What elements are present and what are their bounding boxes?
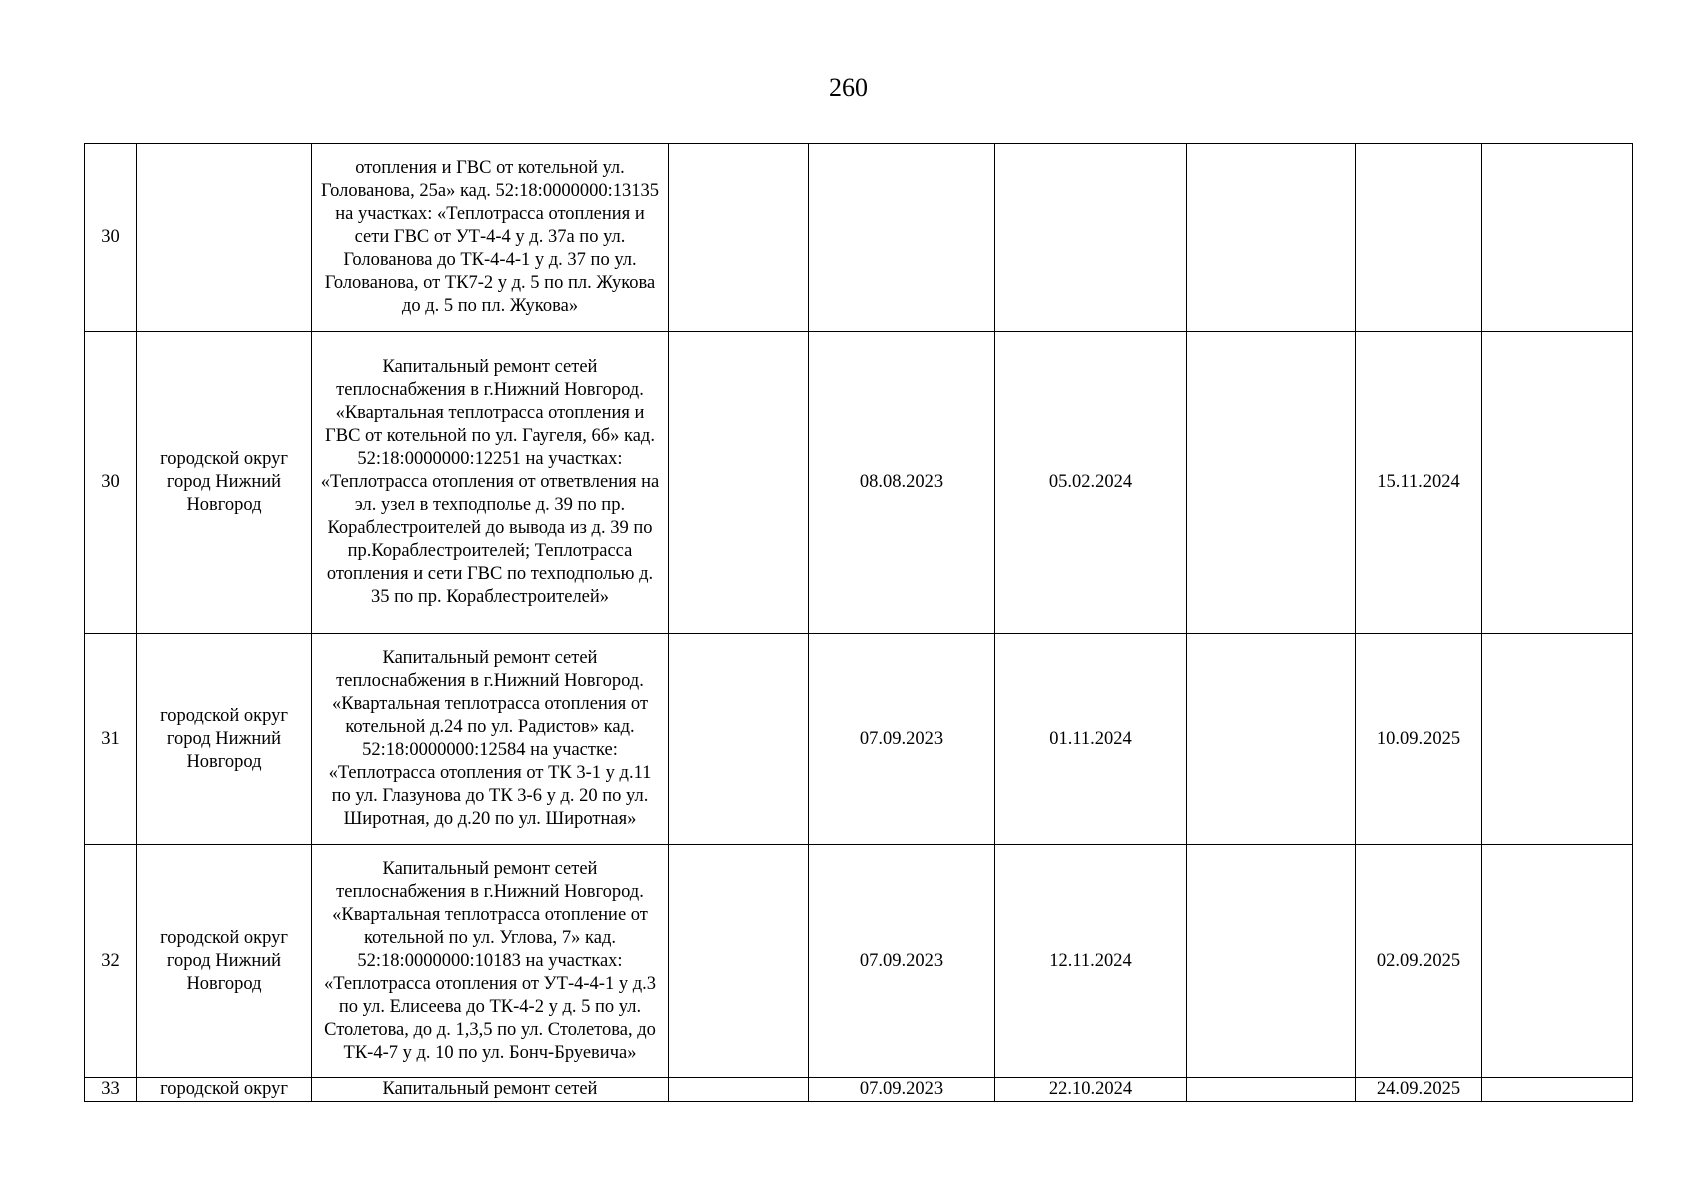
empty-cell [1482, 634, 1633, 845]
table-row [85, 634, 1633, 845]
description-cell: Капитальный ремонт сетей теплоснабжения в г.Нижний Новгород. «Квартальная теплотрасса отопления от котельной д.24 по ул. Радистов» кад. 52:18:0000000:12584 на участке: «Теплотрасса отопления от ТК 3-1 у д.11 по ул. Глазунова до ТК 3-6 у д. 20 по ул. Широтная, до д.20 по ул. Широтная» [312, 634, 669, 845]
description-cell: Капитальный ремонт сетей теплоснабжения в г.Нижний Новгород. «Квартальная теплотрасса отопление от котельной по ул. Углова, 7» кад. 52:18:0000000:10183 на участках: «Теплотрасса отопления от УТ-4-4-1 у д.3 по ул. Елисеева до ТК-4-2 у д. 5 по ул. Столетова, до д. 1,3,5 по ул. Столетова, до ТК-4-7 у д. 10 по ул. Бонч-Бруевича» [312, 845, 669, 1078]
end-date-cell: 15.11.2024 [1356, 332, 1482, 634]
municipality-cell: городской округ город Нижний Новгород [137, 634, 312, 845]
description-cell: Капитальный ремонт сетей теплоснабжения в г.Нижний Новгород. «Квартальная теплотрасса отопления и ГВС от котельной по ул. Гаугеля, 6б» кад. 52:18:0000000:12251 на участках: «Теплотрасса отопления от ответвления на эл. узел в техподполье д. 39 по пр. Кораблестроителей до вывода из д. 39 по пр.Кораблестроителей; Теплотрасса отопления и сети ГВС по техподполью д. 35 по пр. Кораблестроителей» [312, 332, 669, 634]
empty-cell [1187, 1078, 1356, 1102]
empty-cell [669, 845, 809, 1078]
empty-cell [669, 634, 809, 845]
data-table [84, 143, 1633, 1102]
start-date-cell [809, 144, 995, 332]
table-row [85, 1078, 1633, 1102]
start-date-cell: 07.09.2023 [809, 634, 995, 845]
empty-cell [1482, 332, 1633, 634]
table-row [85, 845, 1633, 1078]
end-date-cell: 10.09.2025 [1356, 634, 1482, 845]
empty-cell [669, 1078, 809, 1102]
start-date-cell: 08.08.2023 [809, 332, 995, 634]
description-cell: отопления и ГВС от котельной ул. Голованова, 25а» кад. 52:18:0000000:13135 на участках: «Теплотрасса отопления и сети ГВС от УТ-4-4 у д. 37а по ул. Голованова до ТК-4-4-1 у д. 37 по ул. Голованова, от ТК7-2 у д. 5 по пл. Жукова до д. 5 по пл. Жукова» [312, 144, 669, 332]
description-cell: Капитальный ремонт сетей [312, 1078, 669, 1102]
end-date-cell [1356, 144, 1482, 332]
empty-cell [1482, 845, 1633, 1078]
municipality-cell [137, 144, 312, 332]
start-date-cell: 07.09.2023 [809, 1078, 995, 1102]
table-row [85, 144, 1633, 332]
empty-cell [1187, 634, 1356, 845]
end-date-cell: 24.09.2025 [1356, 1078, 1482, 1102]
row-number: 33 [85, 1078, 137, 1102]
table-row [85, 332, 1633, 634]
row-number: 30 [85, 332, 137, 634]
empty-cell [669, 332, 809, 634]
row-number: 30 [85, 144, 137, 332]
second-date-cell: 12.11.2024 [995, 845, 1187, 1078]
empty-cell [1187, 144, 1356, 332]
empty-cell [1187, 845, 1356, 1078]
second-date-cell: 01.11.2024 [995, 634, 1187, 845]
empty-cell [1482, 1078, 1633, 1102]
second-date-cell [995, 144, 1187, 332]
row-number: 31 [85, 634, 137, 845]
start-date-cell: 07.09.2023 [809, 845, 995, 1078]
municipality-cell: городской округ [137, 1078, 312, 1102]
empty-cell [1187, 332, 1356, 634]
row-number: 32 [85, 845, 137, 1078]
empty-cell [669, 144, 809, 332]
municipality-cell: городской округ город Нижний Новгород [137, 845, 312, 1078]
page-number: 260 [829, 73, 868, 102]
empty-cell [1482, 144, 1633, 332]
end-date-cell: 02.09.2025 [1356, 845, 1482, 1078]
municipality-cell: городской округ город Нижний Новгород [137, 332, 312, 634]
second-date-cell: 05.02.2024 [995, 332, 1187, 634]
second-date-cell: 22.10.2024 [995, 1078, 1187, 1102]
